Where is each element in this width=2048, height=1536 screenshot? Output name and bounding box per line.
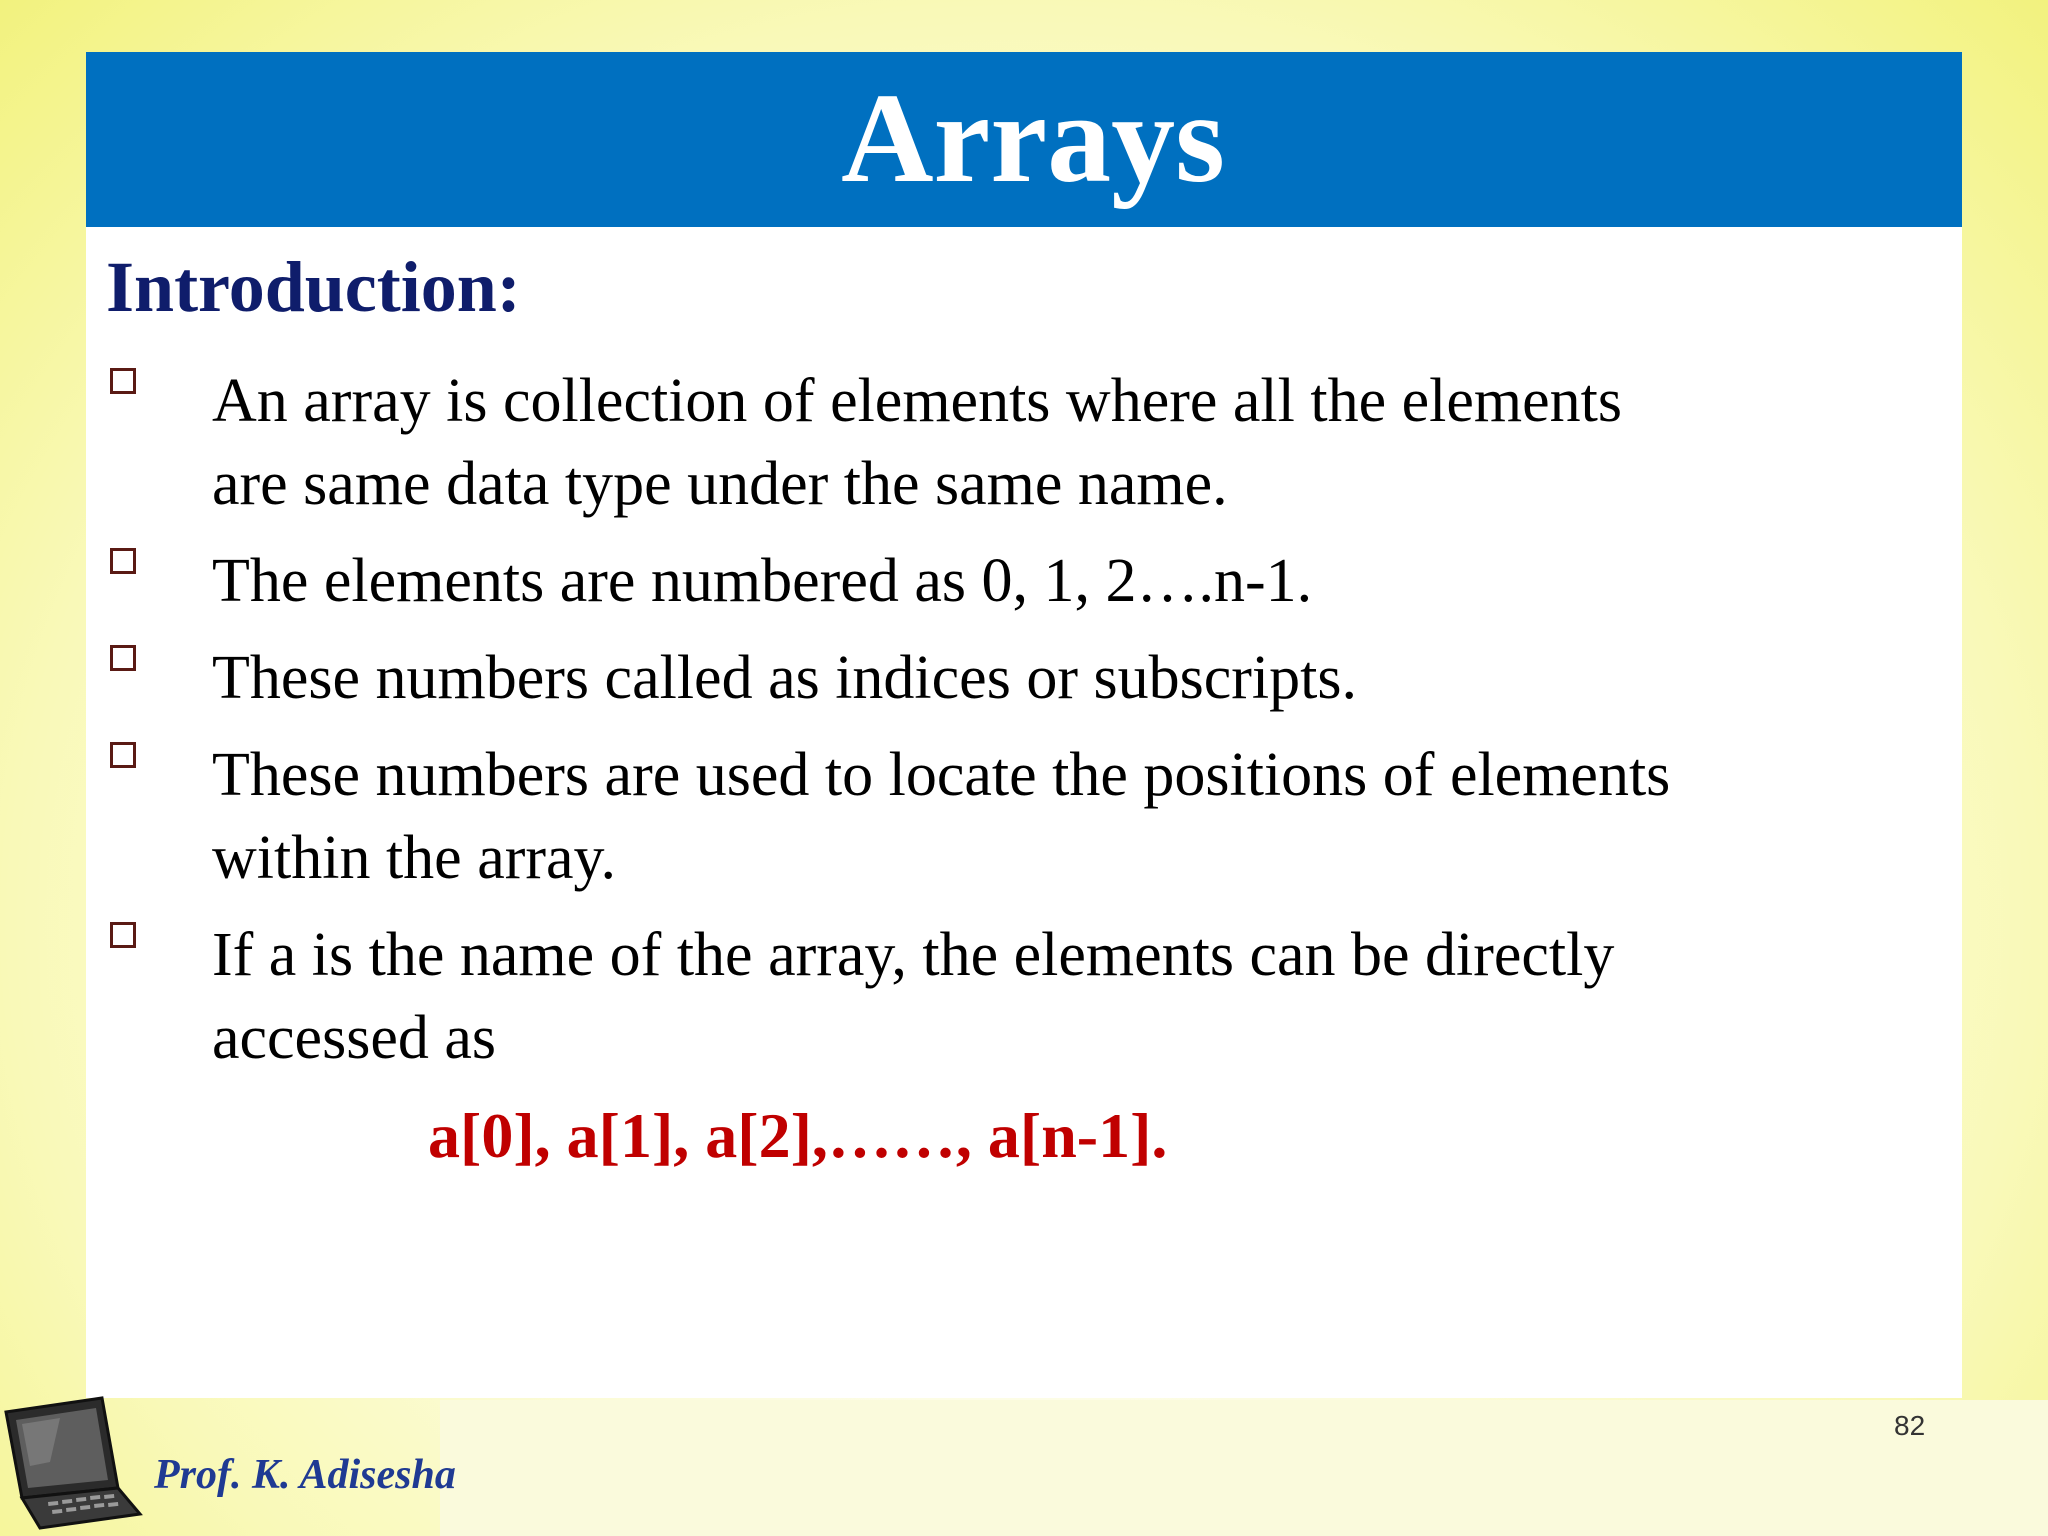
bullet-line: The elements are numbered as 0, 1, 2….n-1. — [212, 547, 1313, 615]
square-bullet-icon — [110, 922, 136, 948]
square-bullet-icon — [110, 645, 136, 671]
bullet-line: within the array. — [212, 824, 616, 892]
slide-title: Arrays — [841, 66, 1225, 209]
bullet-item — [110, 637, 1890, 720]
bullet-item — [110, 540, 1890, 623]
bullet-line: If a is the name of the array, the elements can be directly — [212, 921, 1615, 989]
square-bullet-icon — [110, 368, 136, 394]
footer-strip — [440, 1400, 2048, 1536]
author-logo-text: Prof. K. Adisesha — [154, 1452, 456, 1498]
square-bullet-icon — [110, 742, 136, 768]
bullet-line: These numbers are used to locate the positions of elements — [212, 741, 1671, 809]
array-access-example: a[0], a[1], a[2],……, a[n-1]. — [428, 1100, 1168, 1171]
bullet-line: These numbers called as indices or subscripts. — [212, 644, 1357, 712]
title-bar — [86, 52, 1962, 227]
square-bullet-icon — [110, 548, 136, 574]
section-heading: Introduction: — [106, 247, 521, 327]
bullet-list — [110, 360, 1890, 1094]
bullet-item — [110, 914, 1890, 1080]
bullet-line: An array is collection of elements where all the elements — [212, 367, 1622, 435]
bullet-item — [110, 734, 1890, 900]
page-number: 82 — [1894, 1410, 1926, 1441]
bullet-line: are same data type under the same name. — [212, 450, 1228, 518]
bullet-line: accessed as — [212, 1004, 496, 1072]
bullet-item — [110, 360, 1890, 526]
